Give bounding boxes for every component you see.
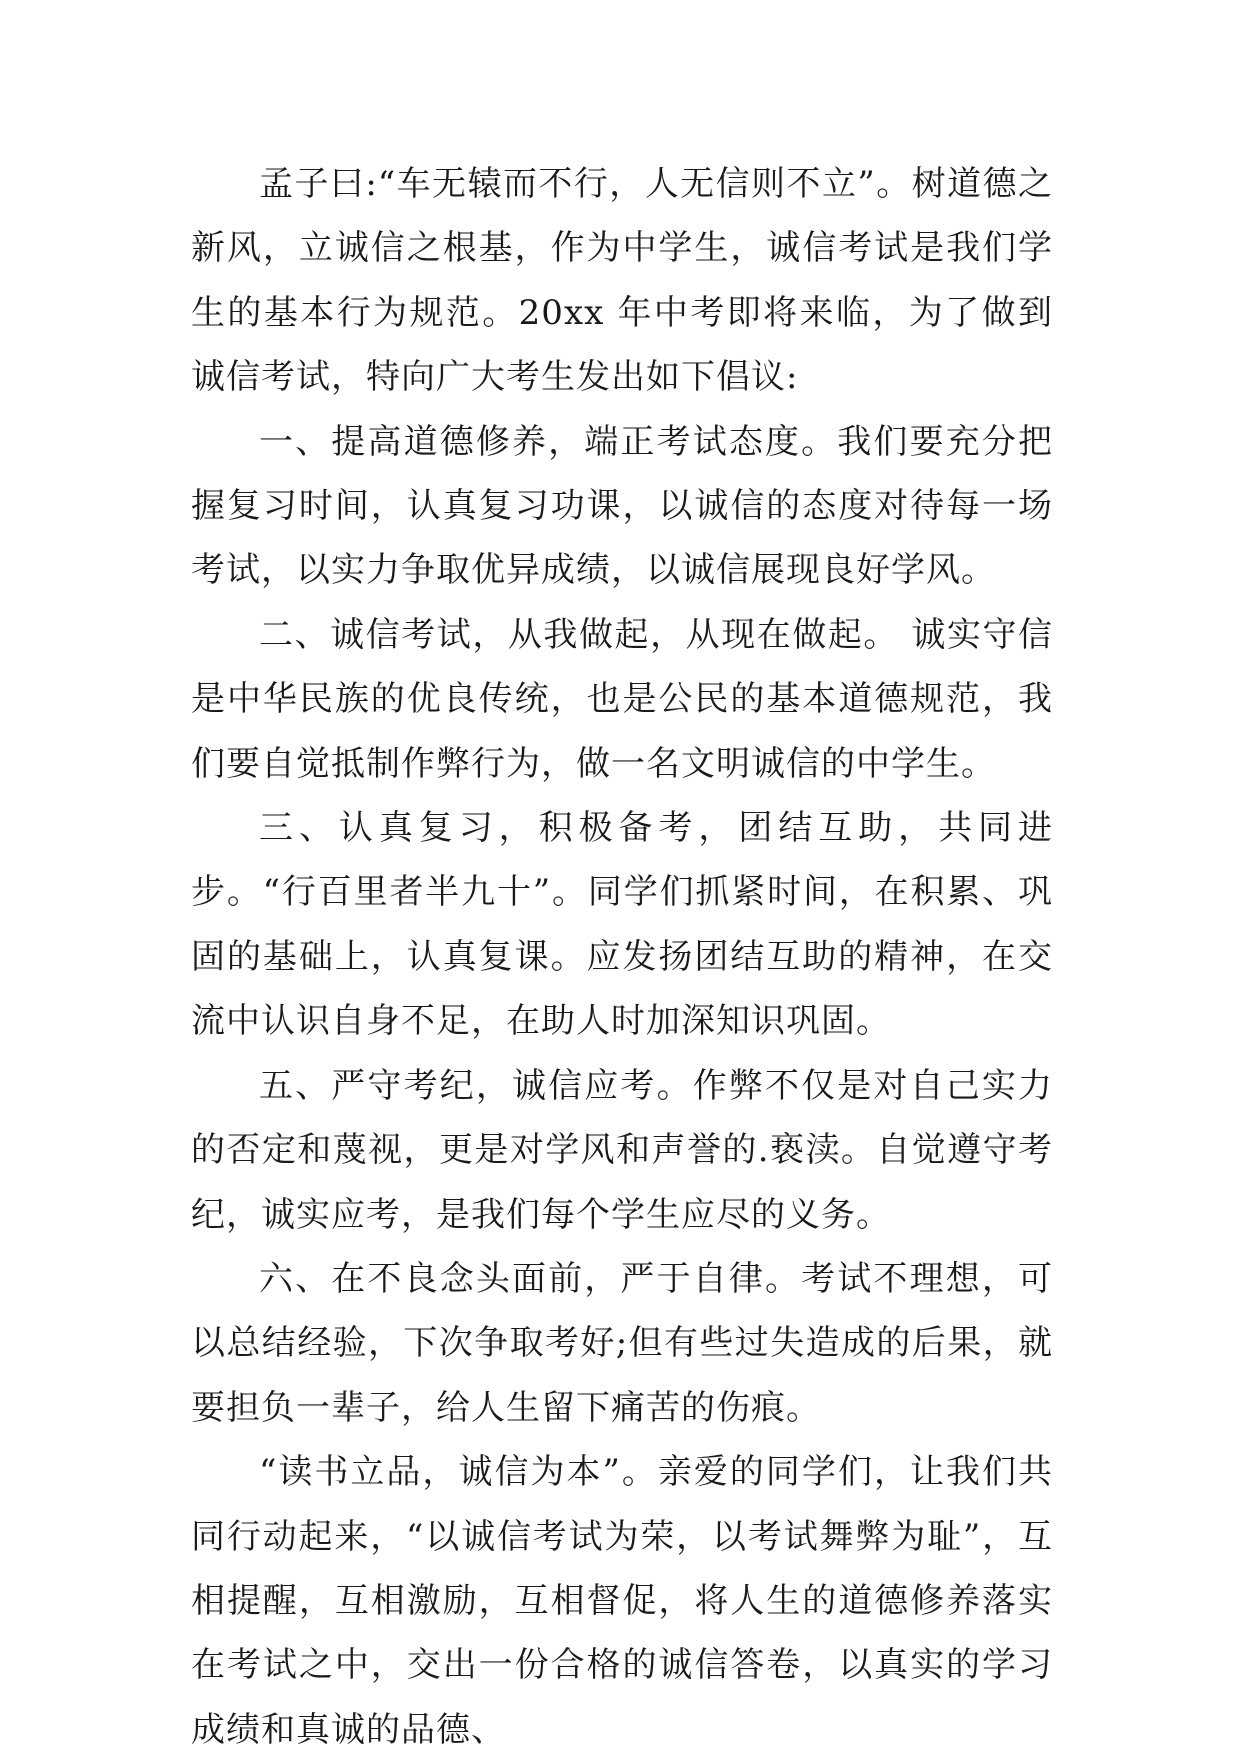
paragraph-item-2: 二、诚信考试，从我做起，从现在做起。 诚实守信是中华民族的优良传统，也是公民的基本道德规范，我们要自觉抵制作弊行为，做一名文明诚信的中学生。 bbox=[191, 614, 1053, 784]
paragraph-intro: 孟子曰:“车无辕而不行，人无信则不立”。树道德之新风，立诚信之根基，作为中学生，诚信考试是我们学生的基本行为规范。20xx 年中考即将来临，为了做到诚信考试，特向广大考生发出如下倡议: bbox=[191, 164, 1053, 398]
paragraph-closing: “读书立品，诚信为本”。亲爱的同学们，让我们共同行动起来，“以诚信考试为荣，以考试舞弊为耻”，互相提醒，互相激励，互相督促，将人生的道德修养落实在考试之中，交出一份合格的诚信答卷，以真实的学习成绩和真诚的品德、 bbox=[191, 1452, 1053, 1750]
paragraph-item-1: 一、提高道德修养，端正考试态度。我们要充分把握复习时间，认真复习功课，以诚信的态度对待每一场考试，以实力争取优异成绩，以诚信展现良好学风。 bbox=[191, 421, 1053, 591]
paragraph-item-3: 三、认真复习，积极备考，团结互助，共同进步。“行百里者半九十”。同学们抓紧时间，在积累、巩固的基础上，认真复课。应发扬团结互助的精神，在交流中认识自身不足，在助人时加深知识巩固。 bbox=[191, 808, 1053, 1042]
paragraph-item-5: 五、严守考纪，诚信应考。作弊不仅是对自己实力的否定和蔑视，更是对学风和声誉的.亵渎。自觉遵守考纪，诚实应考，是我们每个学生应尽的义务。 bbox=[191, 1065, 1053, 1235]
document-body bbox=[191, 152, 1053, 1762]
paragraph-item-6: 六、在不良念头面前，严于自律。考试不理想，可以总结经验，下次争取考好;但有些过失造成的后果，就要担负一辈子，给人生留下痛苦的伤痕。 bbox=[191, 1258, 1053, 1428]
